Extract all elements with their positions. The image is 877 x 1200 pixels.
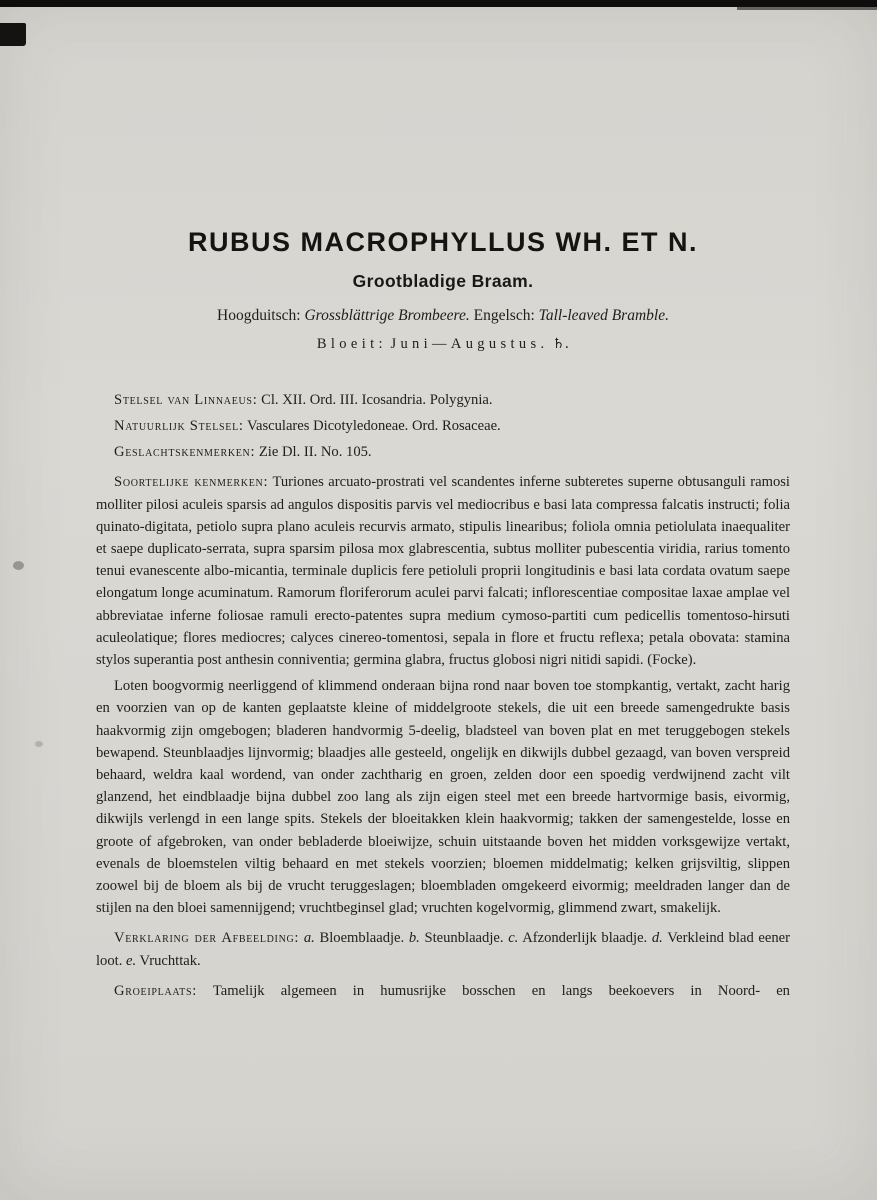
shrub-symbol: ♄.	[552, 335, 570, 352]
figure-text: Steunblaadje.	[424, 930, 504, 947]
translations-line	[96, 307, 790, 325]
english-name: Tall-leaved Bramble.	[538, 306, 669, 324]
section-label-linnaeus: Stelsel van Linnaeus:	[114, 391, 258, 408]
section-text-natural: Vasculares Dicotyledoneae. Ord. Rosaceae.	[247, 417, 501, 434]
bloom-period-line	[96, 336, 790, 353]
section-text-habitat: Tamelijk algemeen in humusrijke bosschen en langs beekoevers in Noord- en	[212, 982, 790, 999]
german-name: Grossblättrige Brombeere.	[304, 306, 470, 324]
species-characters-paragraph	[96, 471, 790, 671]
english-label: Engelsch:	[473, 306, 535, 324]
section-label-habitat: Groeiplaats:	[114, 982, 197, 999]
linnaeus-system-line	[96, 389, 790, 411]
species-title: RUBUS MACROPHYLLUS WH. ET N.	[188, 227, 698, 257]
natural-system-line	[96, 415, 790, 437]
bloom-period: Juni—Augustus.	[390, 335, 549, 352]
figure-text: Bloemblaadje.	[319, 930, 405, 947]
section-text-linnaeus: Cl. XII. Ord. III. Icosandria. Polygynia.	[261, 391, 493, 408]
figure-letter: a.	[303, 930, 315, 947]
figure-key-item	[304, 930, 404, 946]
scan-speck	[13, 561, 24, 570]
dutch-description-paragraph: Loten boogvormig neerliggend of klimmend onderaan bijna rond naar boven toe stompkantig, vertakt, zacht harig en voorzien van op de kanten geplaatste kleine of middelgroote stekels, die uit een breede samengedrukte basis haakvormig zijn omgebogen; bladeren handvormig 5-deelig, bladsteel van boven plat en met teruggebogen stekels bewapend. Steunblaadjes lijnvormig; blaadjes alle gesteeld, ongelijk en dikwijls dubbel gezaagd, van boven verspreid behaard, weldra kaal wordend, van onder zachtharig en groen, zelden door een spoedig verdwijnend zacht vilt glanzend, het eindblaadje bijna dubbel zoo lang als zijn eigen steel met een breede hartvormige basis, eivormig, dikwijls verlengd in een lange spits. Stekels der bloeitakken klein haakvormig; takken der samengestelde, losse en groote of afgebroken, van onder bebladerde bloeiwijze, schuin uitstaande boven het midden vorksgewijze vertakt, evenals de bloemstelen viltig behaard en met stekels voorzien; bloemen middelmatig; kelken grijsviltig, slippen zoowel bij de bloem als bij de vrucht teruggeslagen; bloembladen omgekeerd eivormig; meeldraden langer dan de stijlen na den bloei samennijgend; vruchtbeginsel glad; vruchten kogelvormig, glimmend zwart, smakelijk.	[96, 678, 790, 917]
section-text-genus: Zie Dl. II. No. 105.	[258, 444, 372, 461]
figure-key-paragraph	[96, 927, 790, 971]
german-label: Hoogduitsch:	[217, 306, 301, 324]
figure-key-item	[508, 930, 647, 946]
figure-letter: c.	[508, 930, 519, 947]
section-label-natural: Natuurlijk Stelsel:	[114, 417, 244, 434]
body-text	[96, 389, 790, 1002]
section-text-species-latin: Turiones arcuato-prostrati vel scandentes inferne subteretes superne obtusanguli ramosi molliter pilosi aculeis sparsis ad angulos dispositis parvis vel mediocribus e basi lata compressa falcatis instructi; folia quinato-digitata, petiolo supra plano aculeis recurvis armato, stipulis linearibus; foliola omnia petiolulata inaequaliter et saepe duplicato-serrata, supra sparsim pilosa mox glabrescentia, subtus molliter pubescentia viridia, rarius tomento tenui evanescente albo-micantia, terminale duplicis fere petioluli proprii longitudinis e basi lata cordata ovatum saepe elongatum longe acuminatum. Ramorum floriferorum aculei parvi falcati; inflorescentiae compositae laxae amplae vel abbreviatae inferne foliosae ramuli erecto-patentes supra medium cymoso-partiti cum pedicellis tomentoso-hirsuti aculeolatique; flores mediocres; calyces cinereo-tomentosi, sepala in flore et fructu reflexa; petala obovata: stamina stylos superantia post anthesin conniventia; germina glabra, fructus globosi nigri nitidi sapidi. (Focke).	[96, 474, 790, 668]
figure-text: Vruchttak.	[139, 952, 201, 969]
bloom-label: Bloeit:	[316, 335, 387, 352]
figure-text: Verkleind blad eener loot.	[96, 930, 791, 969]
figure-key-item	[126, 953, 201, 969]
habitat-paragraph	[96, 980, 790, 1002]
figure-letter: b.	[408, 930, 420, 947]
genus-characters-line	[96, 441, 790, 463]
figure-text: Afzonderlijk blaadje.	[522, 930, 648, 947]
section-label-figure-key: Verklaring der Afbeelding:	[114, 930, 300, 947]
scan-speck	[35, 741, 43, 747]
figure-key-item	[409, 930, 504, 946]
section-label-species: Soortelijke kenmerken:	[114, 474, 269, 491]
page-content	[96, 0, 790, 1006]
figure-letter: e.	[126, 952, 137, 969]
common-name-subtitle: Grootbladige Braam.	[352, 270, 534, 291]
figure-letter: d.	[651, 930, 663, 947]
section-label-genus: Geslachtskenmerken:	[114, 444, 256, 461]
scan-corner-artifact	[0, 23, 26, 46]
